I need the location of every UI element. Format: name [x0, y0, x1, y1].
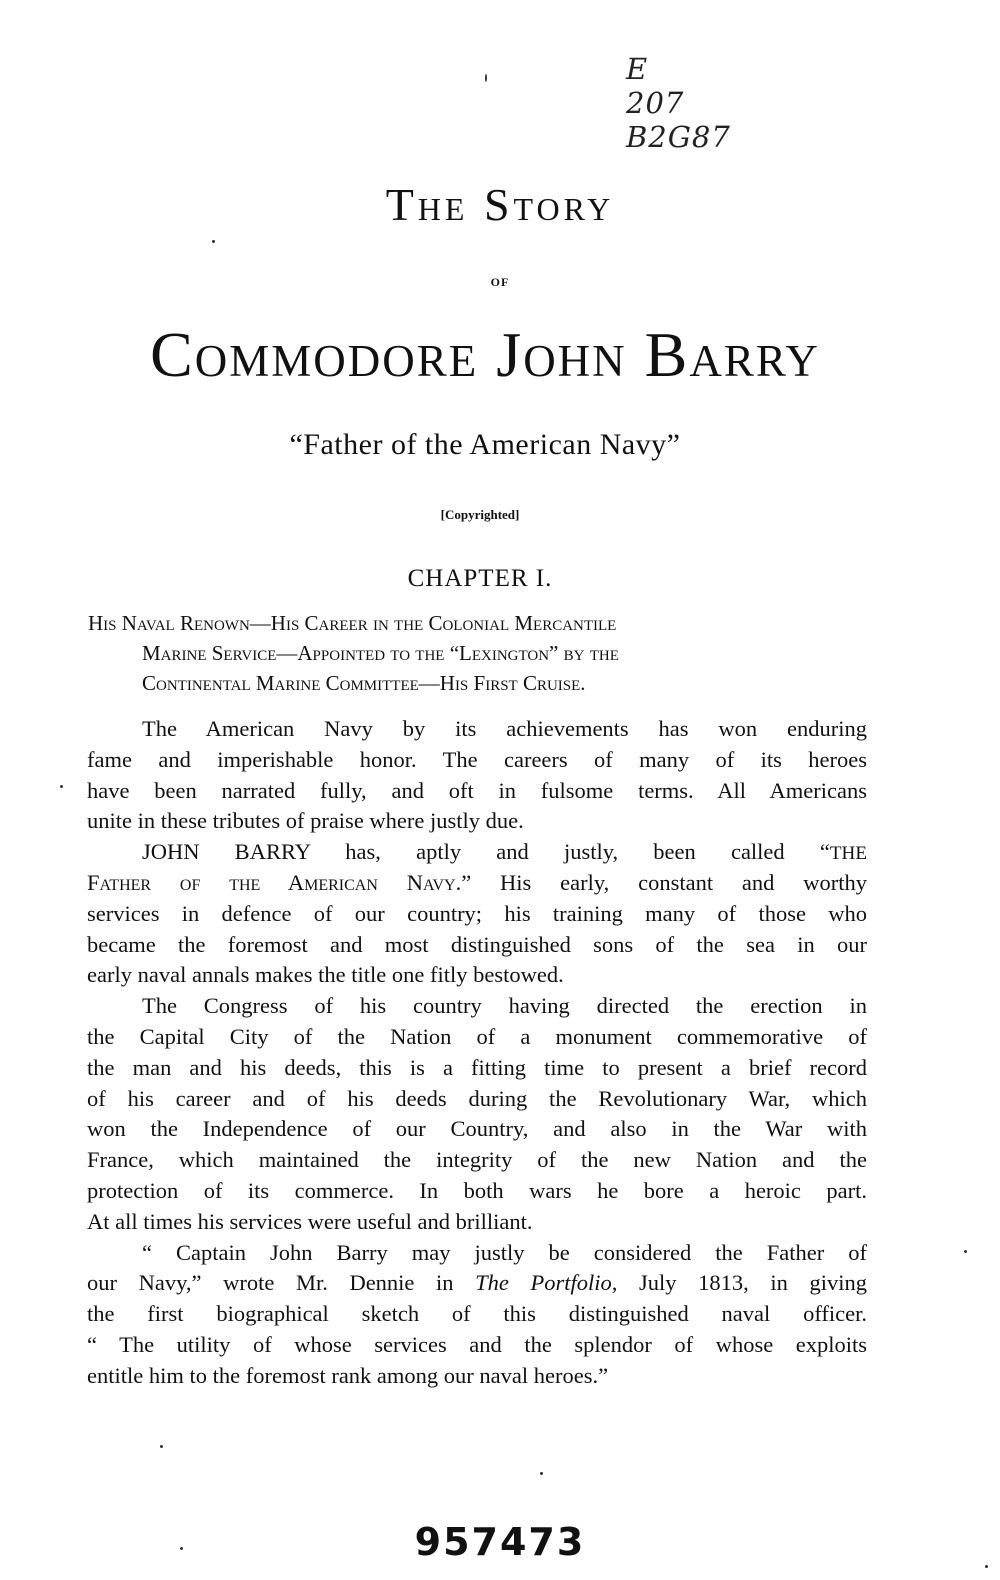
page-title: Commodore John Barry	[150, 319, 820, 390]
paragraph-line	[87, 868, 867, 899]
synopsis-line: His Naval Renown—His Career in the Colonial Mercantile	[88, 611, 617, 635]
call-number	[626, 52, 786, 154]
scan-speck	[180, 1547, 183, 1550]
paragraph-line: won the Independence of our Country, and also in the War with	[87, 1116, 867, 1142]
paragraph-line: services in defence of our country; his training many of those who	[87, 900, 867, 926]
synopsis-line: Continental Marine Committee—His First Cruise.	[142, 671, 586, 695]
paragraph-line: unite in these tributes of praise where justly due.	[87, 808, 524, 834]
scan-speck	[540, 1472, 543, 1475]
text-run: JOHN BARRY has, aptly and justly, been called “	[142, 839, 830, 865]
paragraph-line: At all times his services were useful and brilliant.	[87, 1208, 533, 1234]
call-number-line: E	[626, 52, 649, 86]
paragraph-line: the first biographical sketch of this distinguished naval officer.	[87, 1301, 867, 1327]
paragraph-line	[87, 837, 867, 868]
paragraph-line: fame and imperishable honor. The careers of many of its heroes	[87, 746, 867, 772]
copyright-notice: [Copyrighted]	[440, 507, 520, 522]
accession-number: 957473	[414, 1520, 586, 1564]
paragraph-line: France, which maintained the integrity of the new Nation and the	[87, 1147, 867, 1173]
scan-speck	[985, 1565, 988, 1568]
paragraph-line: the man and his deeds, this is a fitting time to present a brief record	[87, 1054, 867, 1080]
scan-speck	[485, 74, 487, 82]
paragraph-line: The Congress of his country having directed the erection in	[142, 993, 867, 1019]
journal-title: The Portfolio,	[475, 1270, 618, 1296]
body-text	[87, 714, 867, 1392]
paragraph-line: The American Navy by its achievements has won enduring	[142, 716, 867, 741]
call-number-line: 207	[626, 86, 685, 120]
scan-speck	[964, 1250, 967, 1253]
paragraph-line: became the foremost and most distinguished sons of the sea in our	[87, 931, 867, 957]
paragraph-line: “ The utility of whose services and the splendor of whose exploits	[87, 1331, 867, 1357]
text-run: our Navy,” wrote Mr. Dennie in	[87, 1270, 476, 1296]
text-run: Father of the American Navy.	[87, 869, 462, 895]
paragraph-line: “ Captain John Barry may justly be considered the Father of	[142, 1239, 867, 1265]
scan-speck	[160, 1445, 163, 1448]
paragraph-line: early naval annals makes the title one fitly bestowed.	[87, 962, 564, 988]
paragraph-line	[87, 1268, 867, 1299]
scan-speck	[212, 240, 215, 243]
text-run: THE	[829, 843, 867, 865]
subtitle: “Father of the American Navy”	[289, 428, 681, 461]
chapter-synopsis	[88, 608, 878, 698]
call-number-line: B2G87	[626, 120, 731, 154]
paragraph-line: entitle him to the foremost rank among our naval heroes.”	[87, 1362, 609, 1388]
scan-speck	[60, 785, 63, 788]
paragraph-line: protection of its commerce. In both wars he bore a heroic part.	[87, 1177, 867, 1203]
chapter-heading: CHAPTER I.	[407, 565, 553, 592]
title-of	[0, 275, 1000, 290]
synopsis-line: Marine Service—Appointed to the “Lexington” by the	[142, 641, 619, 665]
paragraph-line: of his career and of his deeds during the Revolutionary War, which	[87, 1085, 867, 1111]
paragraph-line: have been narrated fully, and oft in fulsome terms. All Americans	[87, 777, 867, 803]
text-run: ” His early, constant and worthy	[461, 869, 867, 895]
title-the-story: The Story	[385, 179, 615, 230]
text-run: July 1813, in giving	[617, 1270, 867, 1296]
title-of-text: OF	[490, 275, 510, 289]
paragraph-line: the Capital City of the Nation of a monument commemorative of	[87, 1023, 867, 1049]
